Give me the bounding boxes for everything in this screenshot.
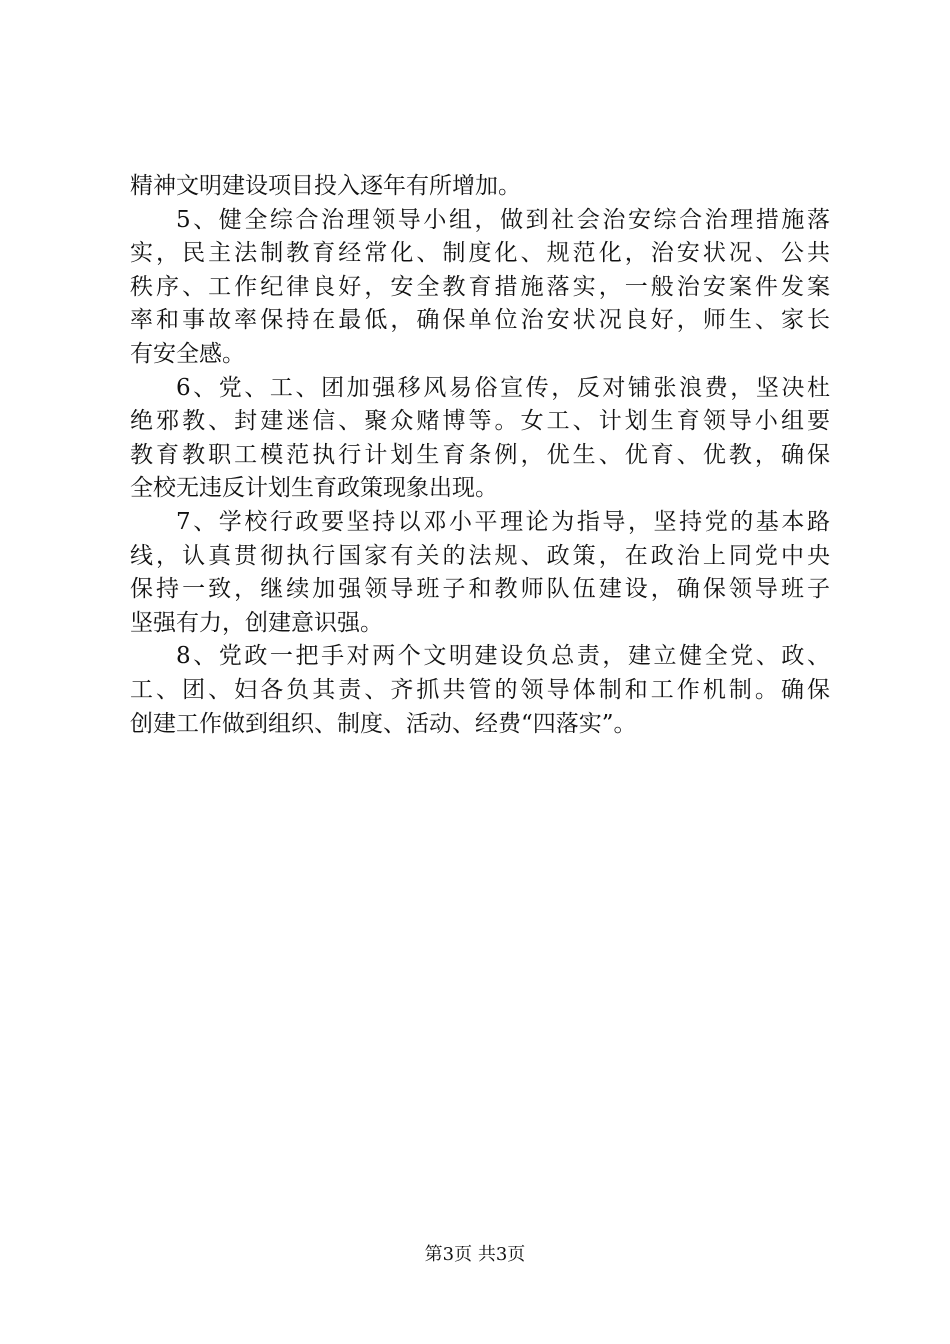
text-line: 坚强有力，创建意识强。	[130, 609, 383, 636]
text-line: 绝邪教、封建迷信、聚众赌博等。女工、计划生育领导小组要	[130, 408, 830, 435]
text-line: 工、团、妇各负其责、齐抓共管的领导体制和工作机制。确保	[130, 676, 830, 703]
text-line: 实，民主法制教育经常化、制度化、规范化，治安状况、公共	[130, 240, 830, 267]
text-line: 有安全感。	[130, 340, 245, 367]
body-text	[130, 170, 830, 741]
page-footer	[0, 1243, 950, 1267]
text-line: 率和事故率保持在最低，确保单位治安状况良好，师生、家长	[130, 307, 830, 334]
text-line: 全校无违反计划生育政策现象出现。	[130, 475, 498, 502]
text-line: 线，认真贯彻执行国家有关的法规、政策，在政治上同党中央	[130, 542, 830, 569]
page-number-label: 第3页 共3页	[424, 1244, 526, 1265]
text-line: 保持一致，继续加强领导班子和教师队伍建设，确保领导班子	[130, 576, 830, 603]
text-line: 7、学校行政要坚持以邓小平理论为指导，坚持党的基本路	[176, 508, 830, 535]
text-line: 精神文明建设项目投入逐年有所增加。	[130, 173, 521, 199]
text-line: 6、党、工、团加强移风易俗宣传，反对铺张浪费，坚决杜	[176, 374, 830, 401]
text-line: 8、党政一把手对两个文明建设负总责，建立健全党、政、	[176, 643, 830, 670]
text-line: 创建工作做到组织、制度、活动、经费“四落实”。	[130, 710, 637, 737]
text-line: 秩序、工作纪律良好，安全教育措施落实，一般治安案件发案	[130, 273, 830, 300]
text-line: 教育教职工模范执行计划生育条例，优生、优育、优教，确保	[130, 441, 830, 468]
text-line: 5、健全综合治理领导小组，做到社会治安综合治理措施落	[176, 206, 830, 233]
